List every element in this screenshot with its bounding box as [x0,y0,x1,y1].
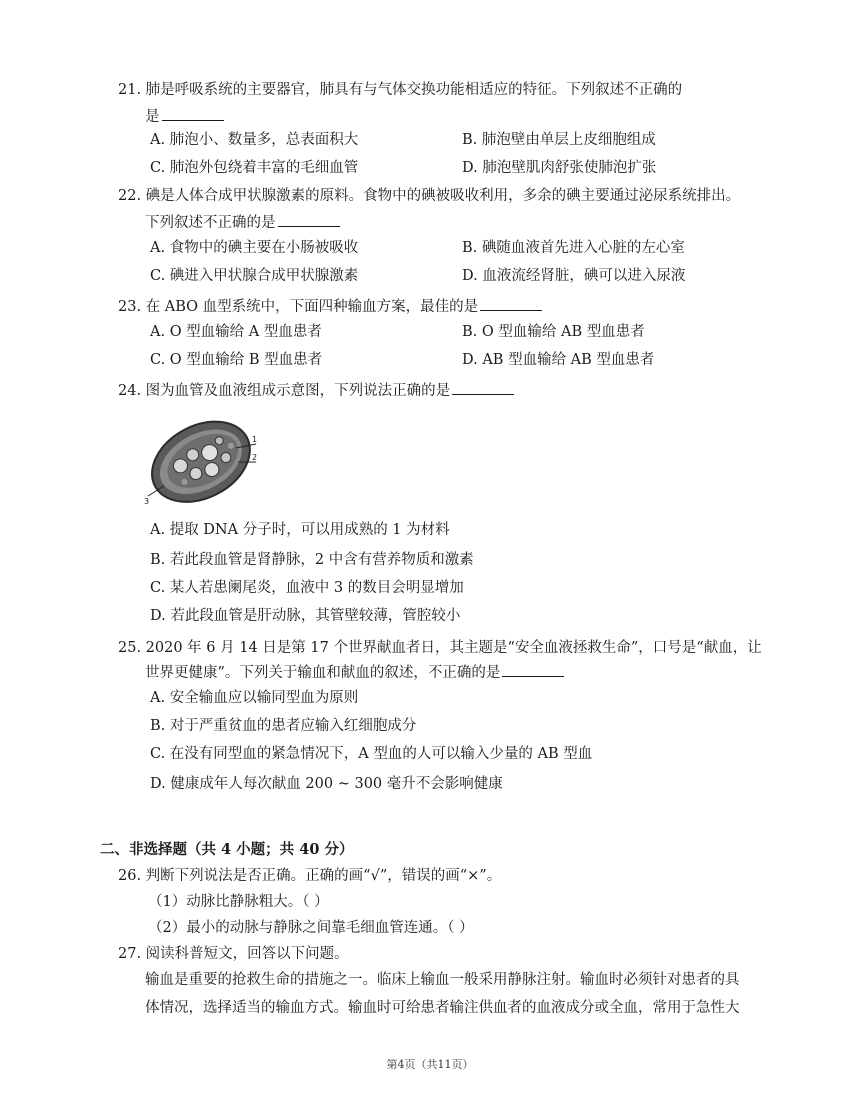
q25-option-b: B. 对于严重贫血的患者应输入红细胞成分 [150,718,417,734]
blood-vessel-figure [140,404,260,516]
q24-option-d: D. 若此段血管是肝动脉，其管壁较薄，管腔较小 [150,608,461,624]
q27-passage-line2: 体情况，选择适当的输血方式。输血时可给患者输注供血者的血液成分或全血，常用于急性大 [145,1000,740,1016]
q22-stem-line2: 下列叙述不正确的是 [145,212,340,233]
q22-option-d: D. 血液流经肾脏，碘可以进入尿液 [462,268,686,284]
answer-blank[interactable] [502,662,564,677]
q27-stem: 27. 阅读科普短文，回答以下问题。 [118,946,349,962]
q25-option-c: C. 在没有同型血的紧急情况下，A 型血的人可以输入少量的 AB 型血 [150,746,593,762]
q21-option-d: D. 肺泡壁肌肉舒张使肺泡扩张 [462,160,657,176]
q23-stem: 23. 在 ABO 血型系统中，下面四种输血方案，最佳的是 [118,296,542,317]
q21-stem-line2: 是 [145,106,224,127]
q23-option-d: D. AB 型血输给 AB 型血患者 [462,352,655,368]
q23-option-c: C. O 型血输给 B 型血患者 [150,352,323,368]
answer-blank[interactable] [452,380,514,395]
q22-option-b: B. 碘随血液首先进入心脏的左心室 [462,240,685,256]
q25-option-a: A. 安全输血应以输同型血为原则 [150,690,359,706]
section-heading: 二、非选择题（共 4 小题；共 40 分） [100,841,354,858]
answer-blank[interactable] [278,212,340,227]
q24-option-a: A. 提取 DNA 分子时，可以用成熟的 1 为材料 [150,522,450,538]
q24-option-b: B. 若此段血管是肾静脉，2 中含有营养物质和激素 [150,552,474,568]
page-footer: 第4页（共11页） [386,1058,474,1071]
q21-stem-line1: 21. 肺是呼吸系统的主要器官，肺具有与气体交换功能相适应的特征。下列叙述不正确的 [118,82,683,98]
q23-option-b: B. O 型血输给 AB 型血患者 [462,324,645,340]
q22-option-c: C. 碘进入甲状腺合成甲状腺激素 [150,268,359,284]
q23-option-a: A. O 型血输给 A 型血患者 [150,324,322,340]
blood-vessel-diagram [140,404,260,516]
q27-passage-line1: 输血是重要的抢救生命的措施之一。临床上输血一般采用静脉注射。输血时必须针对患者的具 [145,972,740,988]
q26-statement-2: （2）最小的动脉与静脉之间靠毛细血管连通。（ ） [148,920,474,936]
q26-statement-1: （1）动脉比静脉粗大。（ ） [148,894,329,910]
q22-stem-line1: 22. 碘是人体合成甲状腺激素的原料。食物中的碘被吸收利用，多余的碘主要通过泌尿系统排出。 [118,188,741,204]
figure-label-2: 2 [252,453,258,462]
figure-label-3: 3 [144,497,150,506]
q21-option-a: A. 肺泡小、数量多，总表面积大 [150,132,359,148]
q22-option-a: A. 食物中的碘主要在小肠被吸收 [150,240,359,256]
q24-stem: 24. 图为血管及血液组成示意图，下列说法正确的是 [118,380,514,401]
q25-option-d: D. 健康成年人每次献血 200 ~ 300 毫升不会影响健康 [150,776,503,792]
q25-stem-line1: 25. 2020 年 6 月 14 日是第 17 个世界献血者日，其主题是“安全血液拯救生命”，口号是“献血，让 [118,640,762,656]
q26-stem: 26. 判断下列说法是否正确。正确的画“√”，错误的画“×”。 [118,868,502,884]
answer-blank[interactable] [162,106,224,121]
q21-option-b: B. 肺泡壁由单层上皮细胞组成 [462,132,656,148]
figure-label-1: 1 [252,435,258,444]
q21-option-c: C. 肺泡外包绕着丰富的毛细血管 [150,160,359,176]
q24-option-c: C. 某人若患阑尾炎，血液中 3 的数目会明显增加 [150,580,464,596]
q25-stem-line2: 世界更健康”。下列关于输血和献血的叙述，不正确的是 [145,662,564,683]
answer-blank[interactable] [480,296,542,311]
